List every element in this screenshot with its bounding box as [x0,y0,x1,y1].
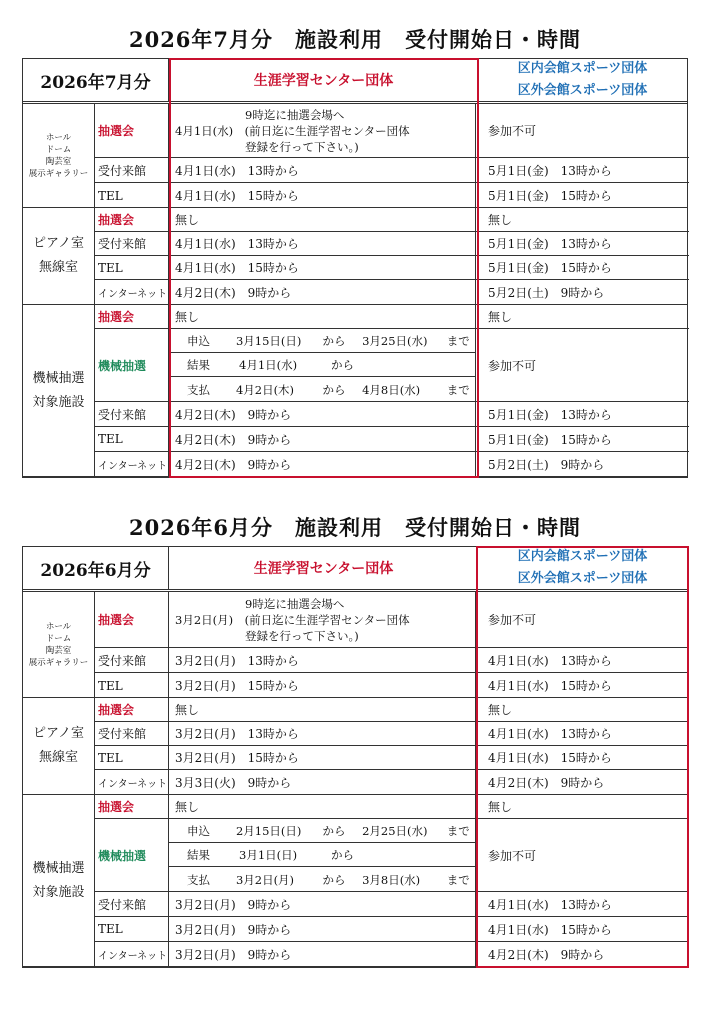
schedule-table [22,546,688,968]
column-lifelong-center: 生涯学習センター団体 [253,561,394,577]
table-row: 受付来館 3月2日(月) 13時から 4月1日(水) 13時から [95,722,689,746]
table-row: TEL 4月1日(水) 15時から 5月1日(金) 15時から [95,183,689,208]
group-name: 機械抽選 対象施設 [23,795,95,966]
group-hall [23,592,687,698]
table-row: TEL 3月2日(月) 9時から 4月1日(水) 15時から [95,917,689,942]
group-hall [23,104,687,208]
table-row: 受付来館 4月1日(水) 13時から 5月1日(金) 13時から [95,158,689,183]
table-row: 抽選会 無し 無し [95,305,689,329]
group-piano [23,698,687,795]
table-row: 抽選会 無し 無し [95,795,689,819]
table-row: 受付来館 4月2日(木) 9時から 5月1日(金) 13時から [95,402,689,427]
group-name: ピアノ室 無線室 [23,208,95,304]
table-row: 受付来館 4月1日(水) 13時から 5月1日(金) 13時から [95,232,689,256]
table-row: 抽選会 無し 無し [95,208,689,232]
table-header [23,59,687,104]
table-row: TEL 3月2日(月) 15時から 4月1日(水) 15時から [95,746,689,770]
group-name: ピアノ室 無線室 [23,698,95,794]
month-label: 2026年6月分 [23,547,169,589]
group-machine-lottery [23,305,687,477]
table-row: 機械抽選 申込 2月15日(日) から 2月25日(水) まで 結果 3月1日(日) から 支払 3月2日(月) から 3月8日(水) まで 参加不可 [95,819,689,892]
section-title: 2026年7月分 施設利用 受付開始日・時間 [128,27,582,52]
table-row: インターネット 3月2日(月) 9時から 4月2日(木) 9時から [95,942,689,967]
column-lifelong-center: 生涯学習センター団体 [253,73,394,89]
column-sports-groups: 区内会館スポーツ団体 区外会館スポーツ団体 [517,61,648,98]
table-row: TEL 4月1日(水) 15時から 5月1日(金) 15時から [95,256,689,280]
table-row: 受付来館 3月2日(月) 9時から 4月1日(水) 13時から [95,892,689,917]
section-title: 2026年6月分 施設利用 受付開始日・時間 [128,515,582,540]
table-row: 抽選会 9時迄に抽選会場へ 4月1日(水) (前日迄に生涯学習センター団体 登録を行って下さい。) 参加不可 [95,104,689,158]
table-row: 抽選会 無し 無し [95,698,689,722]
group-machine-lottery [23,795,687,967]
table-row: インターネット 4月2日(木) 9時から 5月2日(土) 9時から [95,452,689,477]
schedule-table [22,58,688,478]
group-name: 機械抽選 対象施設 [23,305,95,476]
table-row: 機械抽選 申込 3月15日(日) から 3月25日(水) まで 結果 4月1日(水) から 支払 4月2日(木) から 4月8日(水) まで 参加不可 [95,329,689,402]
column-sports-groups: 区内会館スポーツ団体 区外会館スポーツ団体 [517,549,648,586]
table-row: インターネット 3月3日(火) 9時から 4月2日(木) 9時から [95,770,689,795]
table-header [23,547,687,592]
table-row: 抽選会 9時迄に抽選会場へ 3月2日(月) (前日迄に生涯学習センター団体 登録を行って下さい。) 参加不可 [95,592,689,648]
table-row: TEL 3月2日(月) 15時から 4月1日(水) 15時から [95,673,689,698]
group-name: ホール ドーム 陶芸室 展示ギャラリー [23,592,95,697]
table-row: TEL 4月2日(木) 9時から 5月1日(金) 15時から [95,427,689,452]
group-piano [23,208,687,305]
month-label: 2026年7月分 [23,59,169,101]
table-row: インターネット 4月2日(木) 9時から 5月2日(土) 9時から [95,280,689,305]
group-name: ホール ドーム 陶芸室 展示ギャラリー [23,104,95,207]
table-row: 受付来館 3月2日(月) 13時から 4月1日(水) 13時から [95,648,689,673]
